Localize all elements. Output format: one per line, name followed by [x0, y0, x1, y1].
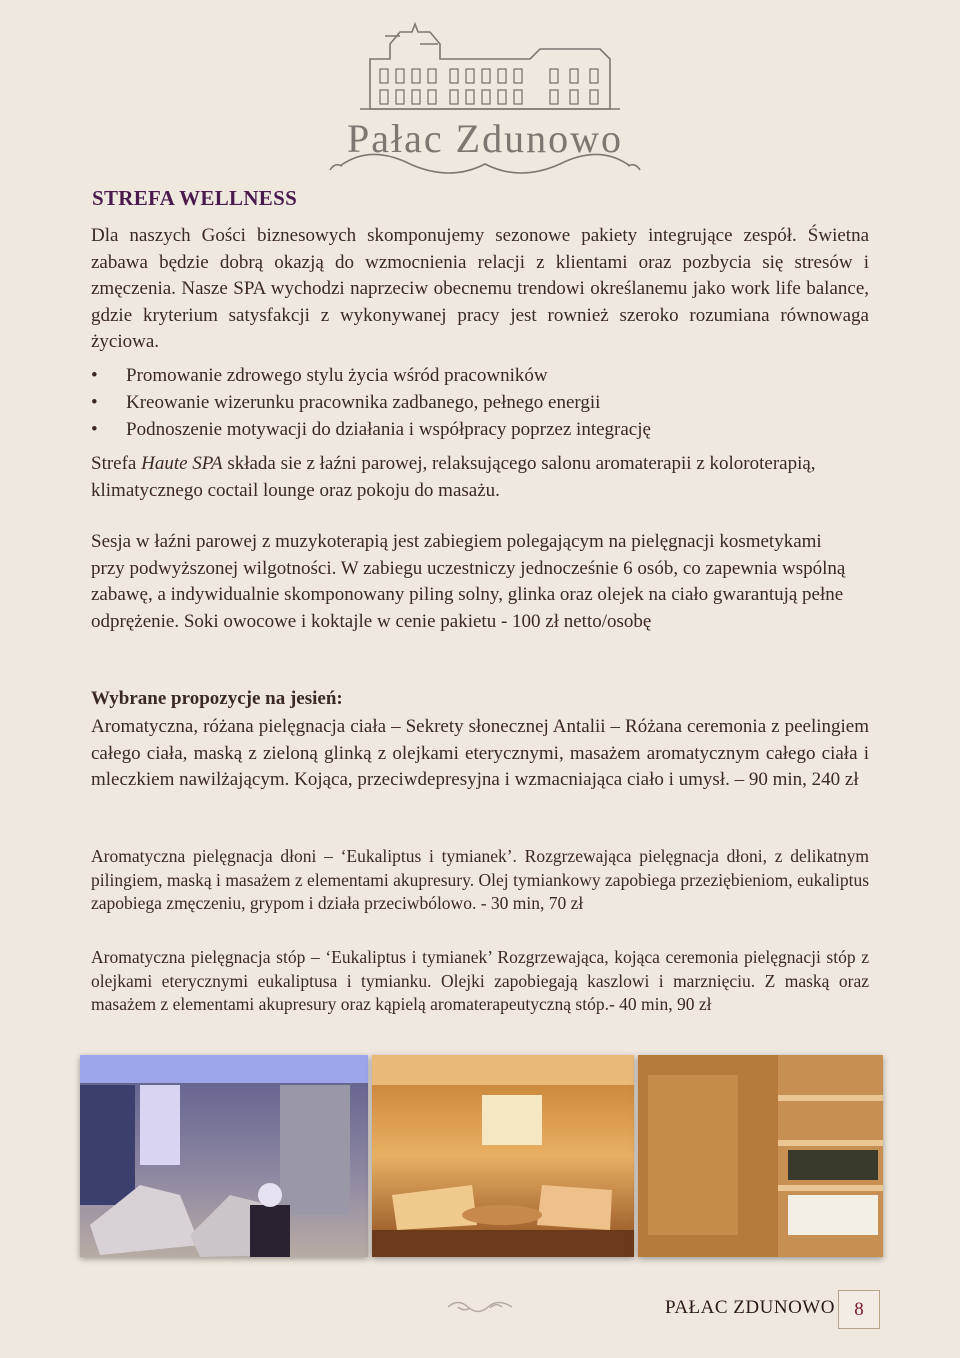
propozycje-heading: Wybrane propozycje na jesień:	[91, 688, 343, 709]
bullet-icon: •	[91, 365, 98, 386]
bullet-icon: •	[91, 418, 98, 440]
proposal-feet: Aromatyczna pielęgnacja stóp – ‘Eukaliptus i tymianek’ Rozgrzewająca, kojąca ceremonia pielęgnacji stóp z olejkami eterycznymi eukaliptusa i tymianku. Olejki zapobiegają kaszlowi i marznięciu. Z maską oraz masażem z elementami akupresury oraz kąpielą aromaterapeutyczną stóp.- 40 min, 90 zł	[91, 947, 869, 1014]
sesja-paragraph: Sesja w łaźni parowej z muzykoterapią jest zabiegiem polegającym na pielęgnacji kosmetykami przy podwyższonej wilgotności. W zabiegu uczestniczy jednocześnie 6 osób, co zapewnia wspólną zabawę, a indywidualnie skomponowany piling solny, glinka oraz olejek na ciało gwarantują pełne odprężenie. Soki owocowe i koktajle w cenie pakietu - 100 zł netto/osobę	[91, 531, 846, 632]
list-item: • Podnoszenie motywacji do działania i współpracy poprzez integrację	[91, 417, 869, 444]
palace-logo	[300, 14, 670, 184]
page-number: 8	[838, 1290, 880, 1329]
svg-text:Pałac Zdunowo: Pałac Zdunowo	[347, 116, 623, 161]
spa-photo-shelves	[638, 1055, 883, 1257]
footer-brand: PAŁAC ZDUNOWO	[665, 1297, 835, 1318]
benefits-list	[91, 363, 869, 443]
spa-photo-relax-room	[80, 1055, 368, 1257]
intro-paragraph: Dla naszych Gości biznesowych skomponujemy sezonowe pakiety integrujące zespół. Świetna zabawa będzie dobrą okazją do wzmocnienia relacji z klientami oraz pozbycia się stresów i zmęczenia. Nasze SPA wychodzi naprzeciw obecnemu trendowi określanemu jako work life balance, gdzie kryterium satysfakcji z wykonywanej pracy jest rownież szeroko rozumiana równowaga życiowa.	[91, 225, 869, 352]
ornament-icon	[444, 1296, 516, 1318]
list-item: • Kreowanie wizerunku pracownika zadbanego, pełnego energii	[91, 390, 869, 417]
strefa-paragraph: Strefa Haute SPA składa sie z łaźni parowej, relaksującego salonu aromaterapii z koloroterapią, klimatycznego coctail lounge oraz pokoju do masażu.	[91, 453, 816, 501]
proposal-hands: Aromatyczna pielęgnacja dłoni – ‘Eukaliptus i tymianek’. Rozgrzewająca pielęgnacja dłoni, z delikatnym pilingiem, maską i masażem z elementami akupresury. Olej tymiankowy zapobiega przeziębieniom, eukaliptus zapobiega zmęczeniu, grypom i działa przeciwbólowo. - 30 min, 70 zł	[91, 846, 869, 913]
proposal-rose-body: Aromatyczna, różana pielęgnacja ciała – Sekrety słonecznej Antalii – Różana ceremonia z peelingiem całego ciała, maską z zieloną glinką z olejkami eterycznymi, masażem aromatycznym całego ciała i mleczkiem nawilżającym. Kojąca, przeciwdepresyjna i wzmacniająca ciało i umysł. – 90 min, 240 zł	[91, 716, 869, 790]
spa-photo-lounge	[372, 1055, 634, 1257]
bullet-icon: •	[91, 391, 98, 413]
section-heading: STREFA WELLNESS	[92, 186, 298, 210]
list-item: • Promowanie zdrowego stylu życia wśród pracowników	[91, 363, 869, 390]
